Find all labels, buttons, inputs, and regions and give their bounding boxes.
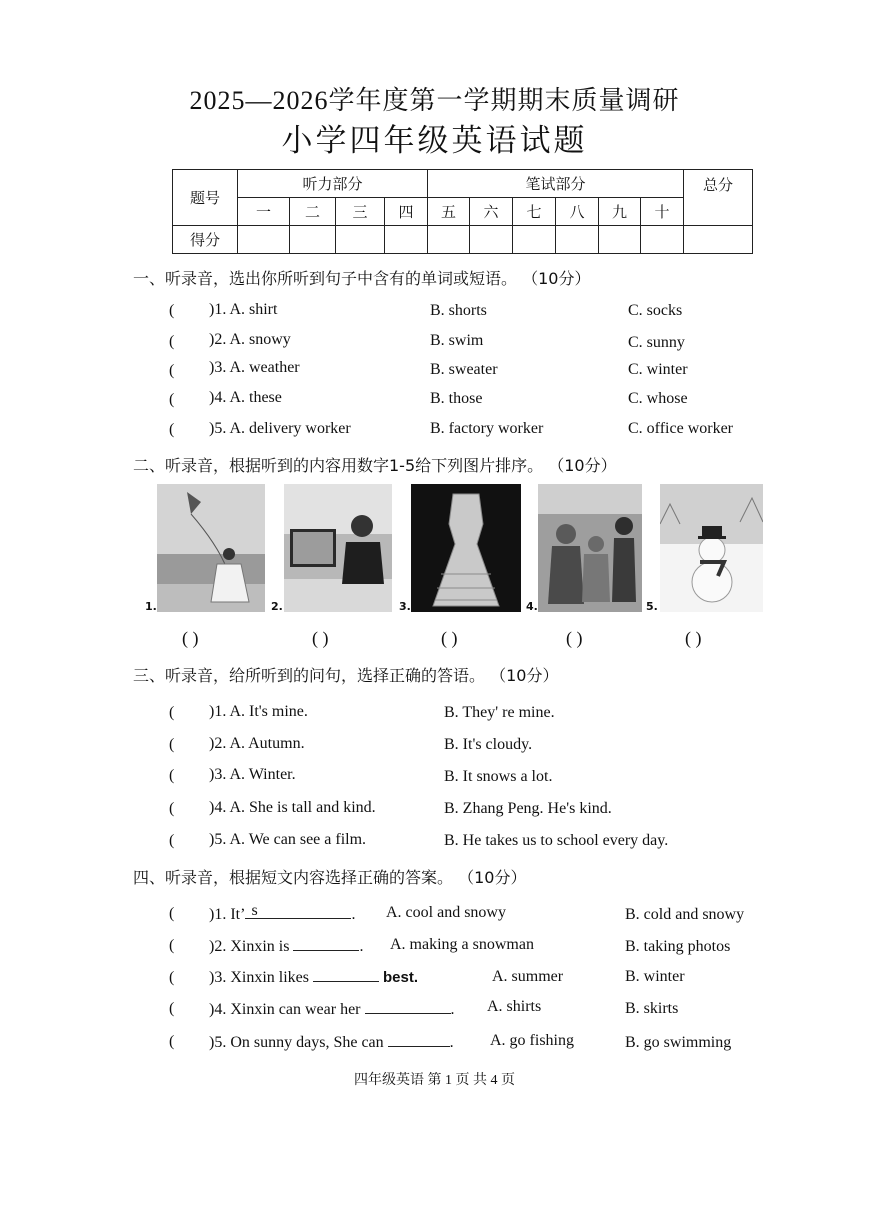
question-option-b: B. shorts xyxy=(430,302,487,319)
score-cell[interactable] xyxy=(428,226,470,254)
question-option-a: A. shirts xyxy=(487,998,542,1015)
column-header: 一 xyxy=(238,198,290,226)
picture-number: 4. xyxy=(526,600,538,613)
page-footer: 四年级英语 第 1 页 共 4 页 xyxy=(354,1073,515,1088)
answer-blank[interactable] xyxy=(245,904,351,919)
stem-text: )2. Xinxin is xyxy=(209,938,290,955)
question-stem xyxy=(209,1032,454,1052)
column-header: 十 xyxy=(641,198,684,226)
stem-end: . xyxy=(359,938,364,955)
answer-blank[interactable] xyxy=(313,967,379,982)
picture-office-worker xyxy=(284,484,392,612)
question-option-a: )2. A. Autumn. xyxy=(209,735,305,752)
column-header: 五 xyxy=(428,198,470,226)
question-option-b: B. sweater xyxy=(430,361,498,378)
column-header: 七 xyxy=(513,198,556,226)
answer-paren[interactable]: ( xyxy=(169,800,175,817)
question-option-b: B. skirts xyxy=(625,1000,679,1017)
question-option-a: A. go fishing xyxy=(490,1032,574,1049)
answer-paren[interactable]: ( xyxy=(169,704,175,721)
question-option-c: C. sunny xyxy=(628,334,685,351)
answer-paren[interactable]: ( xyxy=(169,969,175,986)
listening-section-header: 听力部分 xyxy=(238,170,428,198)
answer-paren[interactable]: ( xyxy=(169,832,175,849)
question-option-a: )4. A. these xyxy=(209,389,282,406)
answer-paren[interactable]: ( xyxy=(169,905,175,922)
question-option-b: B. cold and snowy xyxy=(625,906,745,923)
question-option-a: )2. A. snowy xyxy=(209,331,291,348)
column-header: 三 xyxy=(336,198,385,226)
question-option-b: B. factory worker xyxy=(430,420,544,437)
question-option-a: )1. A. shirt xyxy=(209,301,278,318)
answer-paren[interactable]: ( xyxy=(169,736,175,753)
question-stem xyxy=(209,967,418,987)
picture-order-blank[interactable]: ( ) xyxy=(441,628,458,648)
answer-blank[interactable] xyxy=(293,936,359,951)
score-row-label: 得分 xyxy=(173,226,238,254)
question-option-a: A. making a snowman xyxy=(390,936,534,953)
total-header: 总分 xyxy=(684,170,753,226)
question-option-c: C. whose xyxy=(628,390,688,407)
stem-text: )1. It’ xyxy=(209,906,246,923)
question-option-b: B. It's cloudy. xyxy=(444,736,533,753)
question-option-b: B. taking photos xyxy=(625,938,731,955)
score-cell[interactable] xyxy=(470,226,513,254)
score-cell[interactable] xyxy=(641,226,684,254)
question-option-c: C. socks xyxy=(628,302,683,319)
score-cell[interactable] xyxy=(238,226,290,254)
filled-answer: s xyxy=(251,902,258,919)
picture-order-blank[interactable]: ( ) xyxy=(685,628,702,648)
answer-paren[interactable]: ( xyxy=(169,391,175,408)
answer-paren[interactable]: ( xyxy=(169,1000,175,1017)
stem-end: . xyxy=(450,1001,455,1018)
score-cell[interactable] xyxy=(599,226,641,254)
stem-text: )3. Xinxin likes xyxy=(209,969,309,986)
stem-end: . xyxy=(351,906,356,923)
question-option-a: )5. A. delivery worker xyxy=(209,420,351,437)
score-cell[interactable] xyxy=(336,226,385,254)
question-option-a: )5. A. We can see a film. xyxy=(209,831,367,848)
stem-text: )5. On sunny days, She can xyxy=(209,1034,384,1051)
picture-girl-kite xyxy=(157,484,265,612)
answer-paren[interactable]: ( xyxy=(169,1033,175,1050)
question-option-b: B. those xyxy=(430,390,483,407)
section1-heading: 一、听录音，选出你所听到句子中含有的单词或短语。 （10分） xyxy=(133,269,591,288)
question-option-a: )1. A. It's mine. xyxy=(209,703,308,720)
total-score-cell[interactable] xyxy=(684,226,753,254)
score-table xyxy=(172,169,753,254)
column-header: 六 xyxy=(470,198,513,226)
picture-order-blank[interactable]: ( ) xyxy=(312,628,329,648)
question-option-b: B. They' re mine. xyxy=(444,704,555,721)
question-option-b: B. It snows a lot. xyxy=(444,768,553,785)
question-option-a: )3. A. weather xyxy=(209,359,300,376)
picture-order-blank[interactable]: ( ) xyxy=(566,628,583,648)
answer-blank[interactable] xyxy=(365,999,451,1014)
score-cell[interactable] xyxy=(290,226,336,254)
question-option-b: B. Zhang Peng. He's kind. xyxy=(444,800,612,817)
question-option-c: C. office worker xyxy=(628,420,733,437)
section3-heading: 三、听录音，给所听到的问句，选择正确的答语。 （10分） xyxy=(133,666,559,685)
written-section-header: 笔试部分 xyxy=(428,170,684,198)
stem-end: best. xyxy=(383,969,419,986)
picture-number: 3. xyxy=(399,600,411,613)
question-option-a: A. cool and snowy xyxy=(386,904,506,921)
answer-blank[interactable] xyxy=(388,1032,450,1047)
question-option-b: B. He takes us to school every day. xyxy=(444,832,669,849)
question-number-header: 题号 xyxy=(173,170,238,226)
answer-paren[interactable]: ( xyxy=(169,333,175,350)
section4-heading: 四、听录音，根据短文内容选择正确的答案。 （10分） xyxy=(133,868,527,887)
question-option-b: B. swim xyxy=(430,332,484,349)
question-option-a: A. summer xyxy=(492,968,564,985)
picture-family xyxy=(538,484,642,612)
answer-paren[interactable]: ( xyxy=(169,937,175,954)
question-option-b: B. go swimming xyxy=(625,1034,732,1051)
question-option-b: B. winter xyxy=(625,968,685,985)
picture-order-blank[interactable]: ( ) xyxy=(182,628,199,648)
answer-paren[interactable]: ( xyxy=(169,767,175,784)
column-header: 九 xyxy=(599,198,641,226)
question-stem xyxy=(209,936,363,956)
stem-end: . xyxy=(449,1034,454,1051)
column-header: 四 xyxy=(385,198,428,226)
question-stem xyxy=(209,999,455,1019)
picture-number: 2. xyxy=(271,600,283,613)
picture-number: 5. xyxy=(646,600,658,613)
question-stem xyxy=(209,904,355,924)
picture-number: 1. xyxy=(145,600,157,613)
picture-dress xyxy=(411,484,521,612)
answer-paren[interactable]: ( xyxy=(169,302,175,319)
score-cell[interactable] xyxy=(513,226,556,254)
question-option-c: C. winter xyxy=(628,361,688,378)
exam-title-line2: 小学四年级英语试题 xyxy=(281,123,588,159)
answer-paren[interactable]: ( xyxy=(169,421,175,438)
score-cell[interactable] xyxy=(385,226,428,254)
stem-text: )4. Xinxin can wear her xyxy=(209,1001,361,1018)
answer-paren[interactable]: ( xyxy=(169,362,175,379)
column-header: 二 xyxy=(290,198,336,226)
section2-heading: 二、听录音，根据听到的内容用数字1-5给下列图片排序。 （10分） xyxy=(133,456,617,475)
column-header: 八 xyxy=(556,198,599,226)
question-option-a: )3. A. Winter. xyxy=(209,766,296,783)
exam-title-line1: 2025—2026学年度第一学期期末质量调研 xyxy=(189,86,680,115)
question-option-a: )4. A. She is tall and kind. xyxy=(209,799,376,816)
picture-snowman xyxy=(660,484,763,612)
score-cell[interactable] xyxy=(556,226,599,254)
